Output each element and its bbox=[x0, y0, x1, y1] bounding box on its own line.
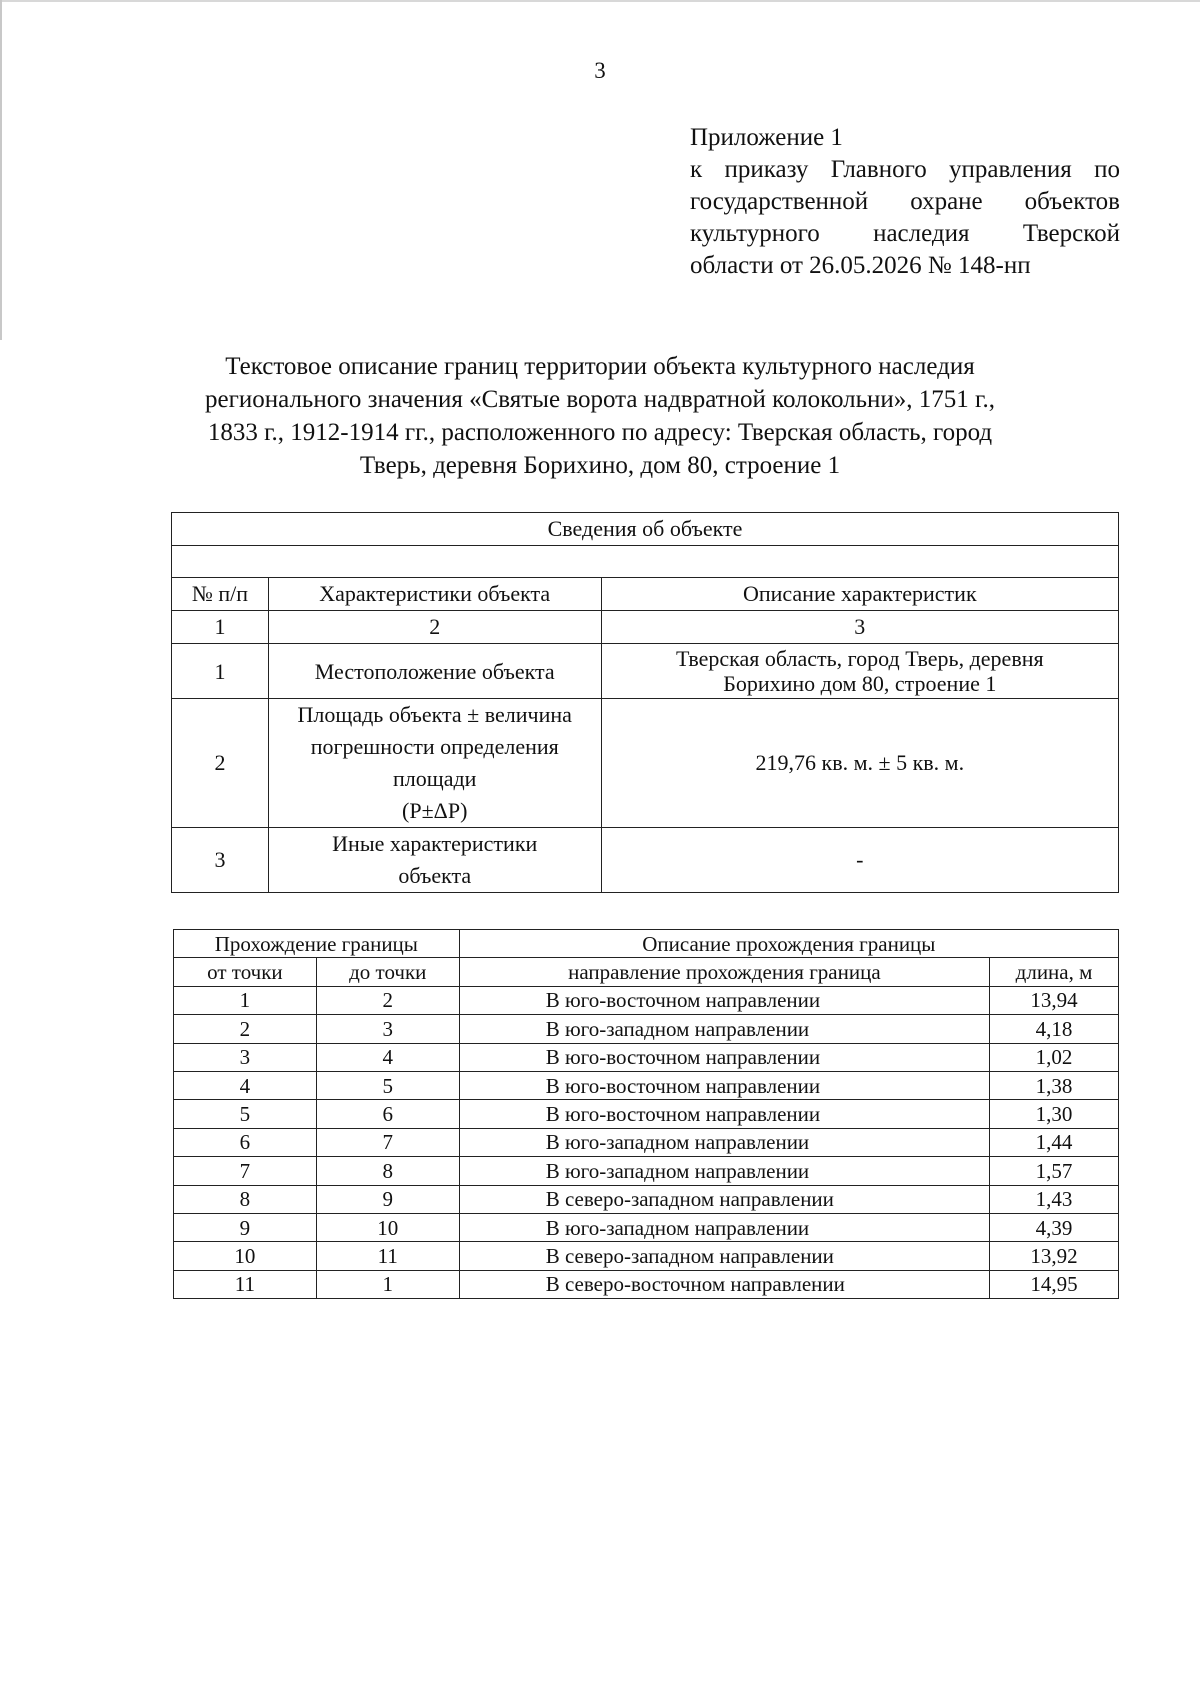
from-point-cell: 10 bbox=[174, 1242, 317, 1270]
from-point-cell: 5 bbox=[174, 1100, 317, 1128]
direction-cell: В юго-восточном направлении bbox=[459, 1100, 989, 1128]
title-line: Тверь, деревня Борихино, дом 80, строение 1 bbox=[359, 452, 841, 479]
to-point-cell: 10 bbox=[316, 1213, 459, 1241]
direction-cell: В северо-западном направлении bbox=[459, 1185, 989, 1213]
scan-edge bbox=[0, 0, 1200, 2]
row-number: 1 bbox=[172, 644, 269, 699]
group-header: Описание прохождения границы bbox=[459, 930, 1118, 958]
direction-cell: В юго-западном направлении bbox=[459, 1128, 989, 1156]
length-cell: 1,43 bbox=[990, 1185, 1119, 1213]
direction-cell: В юго-западном направлении bbox=[459, 1015, 989, 1043]
to-point-cell: 9 bbox=[316, 1185, 459, 1213]
group-header-row bbox=[174, 930, 1119, 958]
direction-cell: В юго-западном направлении bbox=[459, 1213, 989, 1241]
description-cell bbox=[601, 644, 1118, 699]
from-point-cell: 7 bbox=[174, 1157, 317, 1185]
group-header: Прохождение границы bbox=[174, 930, 460, 958]
scan-edge bbox=[0, 0, 2, 340]
from-point-cell: 8 bbox=[174, 1185, 317, 1213]
column-header: № п/п bbox=[172, 578, 269, 611]
from-point-cell: 4 bbox=[174, 1071, 317, 1099]
cell-line: 219,76 кв. м. ± 5 кв. м. bbox=[755, 750, 965, 775]
column-header: до точки bbox=[316, 958, 459, 986]
table-caption: Сведения об объекте bbox=[172, 513, 1119, 546]
from-point-cell: 6 bbox=[174, 1128, 317, 1156]
cell-line: Иные характеристики bbox=[332, 831, 538, 856]
table-row bbox=[174, 986, 1119, 1014]
length-cell: 14,95 bbox=[990, 1270, 1119, 1298]
direction-cell: В юго-восточном направлении bbox=[459, 1043, 989, 1071]
row-number: 2 bbox=[172, 699, 269, 828]
column-header: Характеристики объекта bbox=[268, 578, 601, 611]
length-cell: 1,02 bbox=[990, 1043, 1119, 1071]
cell-line: объекта bbox=[398, 863, 472, 888]
cell-line: Площадь объекта ± величина bbox=[297, 702, 572, 727]
cell-line: (P±ΔP) bbox=[402, 798, 468, 823]
table-row bbox=[174, 1043, 1119, 1071]
empty-row bbox=[172, 546, 1119, 578]
table-row bbox=[174, 1213, 1119, 1241]
column-header: длина, м bbox=[990, 958, 1119, 986]
table-row bbox=[172, 644, 1119, 699]
description-cell bbox=[601, 828, 1118, 893]
to-point-cell: 4 bbox=[316, 1043, 459, 1071]
column-number: 1 bbox=[172, 611, 269, 644]
from-point-cell: 2 bbox=[174, 1015, 317, 1043]
appendix-line: государственной охране объектов bbox=[690, 188, 1120, 215]
length-cell: 13,92 bbox=[990, 1242, 1119, 1270]
column-number: 3 bbox=[601, 611, 1118, 644]
page-number: 3 bbox=[594, 58, 606, 83]
table-header-row bbox=[172, 578, 1119, 611]
table-row bbox=[174, 1242, 1119, 1270]
column-number: 2 bbox=[268, 611, 601, 644]
boundary-table bbox=[173, 929, 1119, 1299]
table-row bbox=[174, 1157, 1119, 1185]
to-point-cell: 7 bbox=[316, 1128, 459, 1156]
table-row bbox=[174, 1015, 1119, 1043]
length-cell: 1,57 bbox=[990, 1157, 1119, 1185]
to-point-cell: 8 bbox=[316, 1157, 459, 1185]
table-caption-row bbox=[172, 513, 1119, 546]
empty-cell bbox=[172, 546, 1119, 578]
appendix-line: культурного наследия Тверской bbox=[690, 220, 1120, 247]
column-header-row bbox=[174, 958, 1119, 986]
to-point-cell: 3 bbox=[316, 1015, 459, 1043]
appendix-line: области от 26.05.2026 № 148-нп bbox=[690, 252, 1031, 279]
length-cell: 1,44 bbox=[990, 1128, 1119, 1156]
column-header: от точки bbox=[174, 958, 317, 986]
cell-line: Местоположение объекта bbox=[314, 658, 555, 684]
from-point-cell: 1 bbox=[174, 986, 317, 1014]
length-cell: 1,30 bbox=[990, 1100, 1119, 1128]
column-header: направление прохождения граница bbox=[459, 958, 989, 986]
direction-cell: В юго-западном направлении bbox=[459, 1157, 989, 1185]
length-cell: 13,94 bbox=[990, 986, 1119, 1014]
row-number: 3 bbox=[172, 828, 269, 893]
title-line: регионального значения «Святые ворота надвратной колокольни», 1751 г., bbox=[205, 386, 995, 413]
boundary-rows bbox=[174, 986, 1119, 1298]
table-row bbox=[174, 1270, 1119, 1298]
table-row bbox=[172, 828, 1119, 893]
title-line: Текстовое описание границ территории объекта культурного наследия bbox=[225, 353, 975, 380]
appendix-line: к приказу Главного управления по bbox=[690, 156, 1120, 183]
characteristic-cell bbox=[268, 828, 601, 893]
appendix-line: Приложение 1 bbox=[690, 124, 843, 151]
from-point-cell: 11 bbox=[174, 1270, 317, 1298]
table-row bbox=[174, 1071, 1119, 1099]
cell-line: погрешности определения bbox=[310, 734, 559, 759]
object-info-table bbox=[171, 512, 1119, 893]
characteristic-cell bbox=[268, 699, 601, 828]
to-point-cell: 1 bbox=[316, 1270, 459, 1298]
cell-line: Борихино дом 80, строение 1 bbox=[723, 671, 997, 696]
column-header: Описание характеристик bbox=[601, 578, 1118, 611]
direction-cell: В северо-восточном направлении bbox=[459, 1270, 989, 1298]
direction-cell: В юго-восточном направлении bbox=[459, 1071, 989, 1099]
table-row bbox=[174, 1128, 1119, 1156]
length-cell: 1,38 bbox=[990, 1071, 1119, 1099]
description-cell bbox=[601, 699, 1118, 828]
to-point-cell: 11 bbox=[316, 1242, 459, 1270]
length-cell: 4,18 bbox=[990, 1015, 1119, 1043]
direction-cell: В северо-западном направлении bbox=[459, 1242, 989, 1270]
cell-line: площади bbox=[393, 766, 477, 791]
appendix-header bbox=[690, 122, 1120, 282]
title-line: 1833 г., 1912-1914 гг., расположенного по адресу: Тверская область, город bbox=[207, 419, 993, 446]
cell-line: - bbox=[856, 847, 864, 872]
length-cell: 4,39 bbox=[990, 1213, 1119, 1241]
from-point-cell: 3 bbox=[174, 1043, 317, 1071]
direction-cell: В юго-восточном направлении bbox=[459, 986, 989, 1014]
table-row bbox=[174, 1100, 1119, 1128]
to-point-cell: 5 bbox=[316, 1071, 459, 1099]
characteristic-cell bbox=[268, 644, 601, 699]
table-row bbox=[174, 1185, 1119, 1213]
column-number-row bbox=[172, 611, 1119, 644]
table-row bbox=[172, 699, 1119, 828]
to-point-cell: 2 bbox=[316, 986, 459, 1014]
cell-line: Тверская область, город Тверь, деревня bbox=[675, 646, 1044, 671]
to-point-cell: 6 bbox=[316, 1100, 459, 1128]
from-point-cell: 9 bbox=[174, 1213, 317, 1241]
document-title bbox=[170, 350, 1030, 482]
